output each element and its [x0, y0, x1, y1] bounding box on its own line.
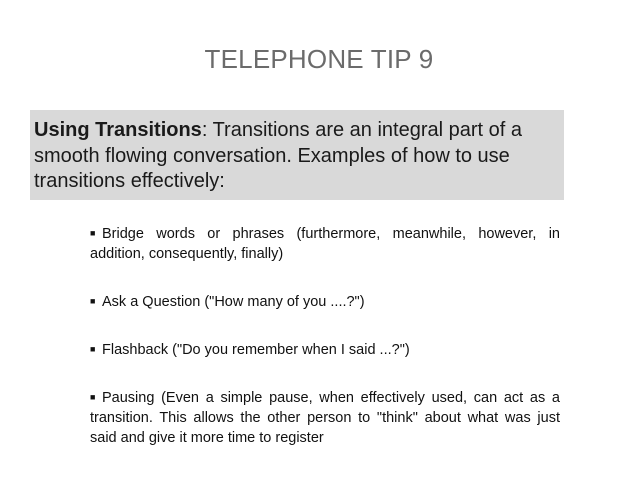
bullet-text: Bridge words or phrases (furthermore, meanwhile, however, in addition, consequently, finally) [90, 226, 560, 262]
intro-paragraph [34, 118, 554, 195]
bullet-item-ask-question [90, 291, 560, 312]
bullet-text: Ask a Question ("How many of you ....?") [102, 294, 365, 310]
square-bullet-icon: ■ [90, 228, 96, 238]
bullet-text: Pausing (Even a simple pause, when effectively used, can act as a transition. This allows the other person to "think" about what was just said and give it more time to register [90, 390, 560, 446]
square-bullet-icon: ■ [90, 344, 96, 354]
bullet-item-bridge-words [90, 223, 560, 264]
bullet-text: Flashback ("Do you remember when I said ...?") [102, 342, 410, 358]
slide-title: TELEPHONE TIP 9 [204, 44, 434, 74]
bullet-item-pausing [90, 387, 560, 448]
square-bullet-icon: ■ [90, 392, 96, 402]
bullet-list [90, 223, 560, 475]
square-bullet-icon: ■ [90, 296, 96, 306]
bullet-item-flashback [90, 339, 560, 360]
intro-description: : Transitions are an integral part of a smooth flowing conversation. Examples of how to use transitions effectively: [34, 119, 522, 192]
intro-term: Using Transitions [34, 119, 202, 141]
